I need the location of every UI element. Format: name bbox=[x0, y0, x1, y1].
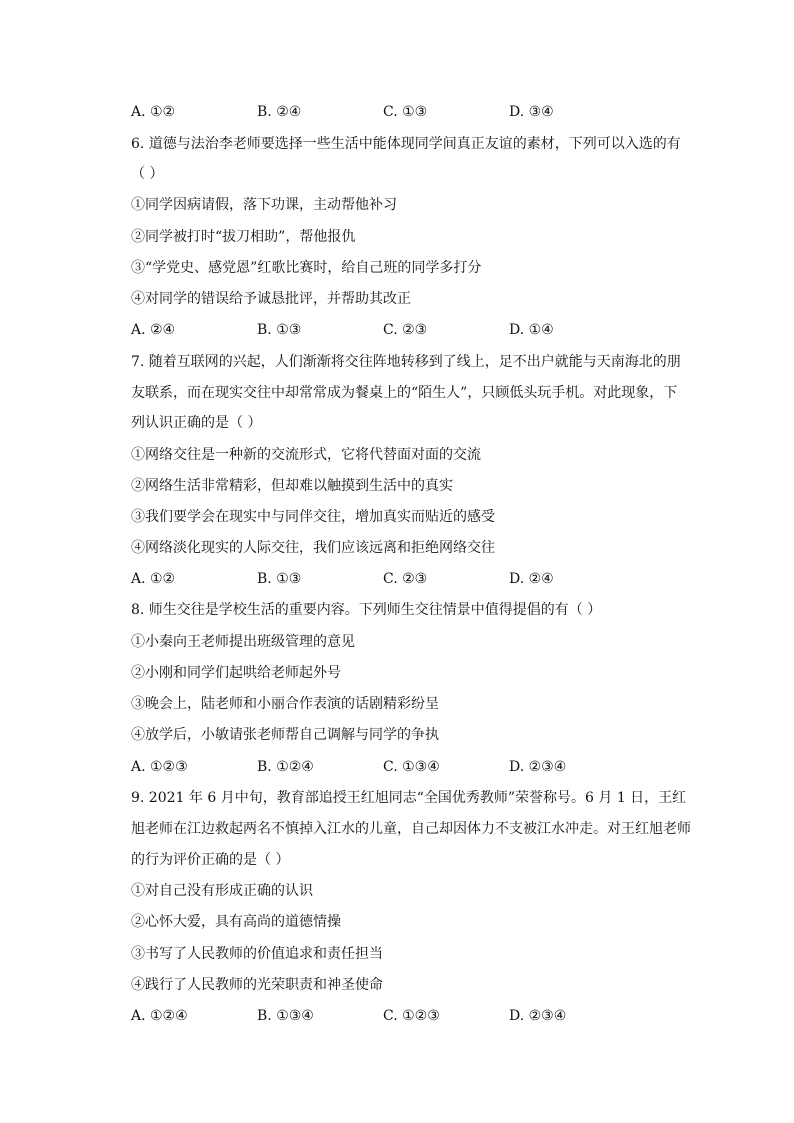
q8-item-2: ②小刚和同学们起哄给老师起外号 bbox=[131, 665, 341, 681]
q7-item-4: ④网络淡化现实的人际交往，我们应该远离和拒绝网络交往 bbox=[131, 540, 495, 556]
q8-option-c: C. ①③④ bbox=[383, 759, 440, 775]
q7-option-c: C. ②③ bbox=[383, 571, 428, 587]
q9-item-3: ③书写了人民教师的价值追求和责任担当 bbox=[131, 946, 383, 962]
q8-item-1: ①小秦向王老师提出班级管理的意见 bbox=[131, 634, 355, 650]
q8-option-a: A. ①②③ bbox=[131, 759, 188, 775]
q8-option-d: D. ②③④ bbox=[509, 759, 567, 775]
q9-stem-line2: 旭老师在江边救起两名不慎掉入江水的儿童，自己却因体力不支被江水冲走。对王红旭老师 bbox=[131, 821, 691, 837]
q7-option-b: B. ①③ bbox=[257, 571, 302, 587]
q9-stem-line3: 的行为评价正确的是（ ） bbox=[131, 852, 290, 868]
q8-option-b: B. ①②④ bbox=[257, 759, 314, 775]
q6-item-1: ①同学因病请假，落下功课，主动帮他补习 bbox=[131, 197, 397, 213]
q6-options bbox=[131, 320, 731, 340]
q9-item-1: ①对自己没有形成正确的认识 bbox=[131, 883, 313, 899]
q9-stem-line1: 9. 2021 年 6 月中旬，教育部追授王红旭同志“全国优秀教师”荣誉称号。6 月 1 日，王红 bbox=[131, 790, 687, 806]
q7-item-3: ③我们要学会在现实中与同伴交往，增加真实而贴近的感受 bbox=[131, 509, 495, 525]
q9-option-d: D. ②③④ bbox=[509, 1008, 567, 1024]
q6-stem-line2: （ ） bbox=[131, 166, 164, 182]
q7-options bbox=[131, 569, 731, 589]
q9-option-b: B. ①③④ bbox=[257, 1008, 314, 1024]
q6-stem-line1: 6. 道德与法治李老师要选择一些生活中能体现同学间真正友谊的素材，下列可以入选的有 bbox=[131, 136, 681, 152]
q6-item-2: ②同学被打时“拔刀相助”，帮他报仇 bbox=[131, 229, 356, 245]
q6-item-3: ③“学党史、感党恩”红歌比赛时，给自己班的同学多打分 bbox=[131, 260, 482, 276]
q5-option-b: B. ②④ bbox=[257, 104, 302, 120]
q6-option-a: A. ②④ bbox=[131, 322, 176, 338]
q5-option-d: D. ③④ bbox=[509, 104, 554, 120]
q7-item-1: ①网络交往是一种新的交流形式，它将代替面对面的交流 bbox=[131, 447, 481, 463]
q8-item-4: ④放学后，小敏请张老师帮自己调解与同学的争执 bbox=[131, 727, 439, 743]
q7-option-a: A. ①② bbox=[131, 571, 176, 587]
q7-option-d: D. ②④ bbox=[509, 571, 554, 587]
q9-option-c: C. ①②③ bbox=[383, 1008, 440, 1024]
q9-item-2: ②心怀大爱，具有高尚的道德情操 bbox=[131, 914, 341, 930]
q6-option-c: C. ②③ bbox=[383, 322, 428, 338]
q8-item-3: ③晚会上，陆老师和小丽合作表演的话剧精彩纷呈 bbox=[131, 696, 439, 712]
q8-stem-line1: 8. 师生交往是学校生活的重要内容。下列师生交往情景中值得提倡的有（ ） bbox=[131, 602, 602, 618]
q5-option-a: A. ①② bbox=[131, 104, 176, 120]
q7-item-2: ②网络生活非常精彩，但却难以触摸到生活中的真实 bbox=[131, 478, 453, 494]
q8-options bbox=[131, 757, 731, 777]
q6-option-b: B. ①③ bbox=[257, 322, 302, 338]
q7-stem-line3: 列认识正确的是（ ） bbox=[131, 415, 262, 431]
q7-stem-line1: 7. 随着互联网的兴起，人们渐渐将交往阵地转移到了线上，足不出户就能与天南海北的朋 bbox=[131, 354, 681, 370]
q9-options bbox=[131, 1006, 731, 1026]
q9-item-4: ④践行了人民教师的光荣职责和神圣使命 bbox=[131, 977, 383, 993]
q6-item-4: ④对同学的错误给予诚恳批评，并帮助其改正 bbox=[131, 291, 411, 307]
q9-option-a: A. ①②④ bbox=[131, 1008, 188, 1024]
q7-stem-line2: 友联系，而在现实交往中却常常成为餐桌上的“陌生人”，只顾低头玩手机。对此现象，下 bbox=[131, 385, 678, 401]
q6-option-d: D. ①④ bbox=[509, 322, 554, 338]
q5-options bbox=[131, 102, 731, 122]
q5-option-c: C. ①③ bbox=[383, 104, 428, 120]
